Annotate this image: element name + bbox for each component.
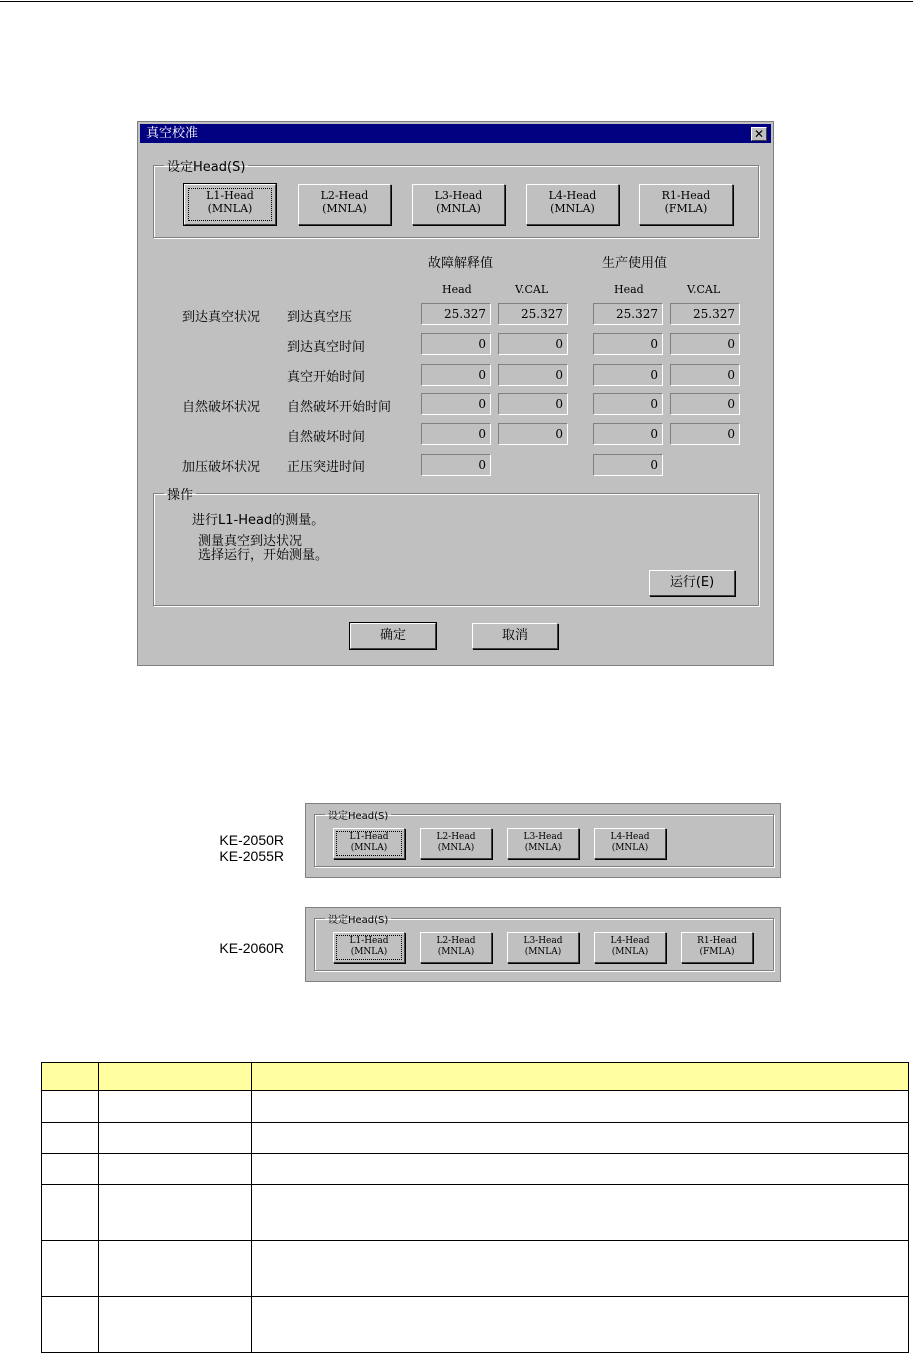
row-label: 到达真空时间 <box>287 340 366 355</box>
row-label: 自然破坏时间 <box>287 430 366 445</box>
field-fault-head: 0 <box>421 333 491 355</box>
field-prod-vcal: 25.327 <box>670 303 740 325</box>
table-cell <box>252 1123 909 1154</box>
operation-message: 进行L1-Head的测量。 <box>192 513 325 528</box>
table-cell <box>252 1185 909 1241</box>
head-button-r1-line1: R1-Head <box>661 189 711 202</box>
panel2-head-button-l3[interactable] <box>507 932 579 963</box>
head-button-l3-line2: (MNLA) <box>436 202 481 215</box>
table-cell <box>99 1185 252 1241</box>
btn-line1: L3-Head <box>523 832 563 842</box>
field-fault-vcal: 0 <box>498 393 568 415</box>
btn-line1: L4-Head <box>610 936 650 946</box>
dialog-title: 真空校准 <box>146 126 199 141</box>
btn-line2: (MNLA) <box>437 947 475 957</box>
panel1-head-button-l2[interactable] <box>420 828 492 859</box>
close-icon[interactable]: ✕ <box>751 127 767 141</box>
table-cell <box>252 1091 909 1123</box>
table-header-row <box>42 1063 909 1091</box>
table-cell <box>99 1297 252 1353</box>
field-prod-vcal: 0 <box>670 333 740 355</box>
panel2-group-label: 设定Head(S) <box>328 915 389 926</box>
btn-line2: (MNLA) <box>350 843 388 853</box>
table-cell <box>99 1241 252 1297</box>
col-prod-vcal: V.CAL <box>687 283 721 296</box>
panel2-head-button-r1[interactable] <box>681 932 753 963</box>
head-button-l3[interactable] <box>412 184 505 225</box>
operation-instruction-1: 测量真空到达状况 <box>198 534 303 549</box>
field-fault-head: 0 <box>421 393 491 415</box>
table-cell <box>99 1091 252 1123</box>
head-button-l2-line1: L2-Head <box>320 189 369 202</box>
table-cell <box>99 1154 252 1185</box>
btn-line1: R1-Head <box>697 936 737 946</box>
table-row <box>42 1297 909 1353</box>
head-button-l4-line2: (MNLA) <box>550 202 595 215</box>
field-fault-vcal: 0 <box>498 364 568 386</box>
page-top-rule <box>0 1 913 2</box>
btn-line2: (MNLA) <box>437 843 475 853</box>
dialog-title-bar <box>140 124 771 143</box>
btn-line1: L3-Head <box>523 936 563 946</box>
btn-line1: L1-Head <box>349 832 389 842</box>
panel2-head-button-l4[interactable] <box>594 932 666 963</box>
row-label: 自然破坏开始时间 <box>287 400 392 415</box>
description-table <box>41 1062 909 1353</box>
field-fault-head: 25.327 <box>421 303 491 325</box>
table-cell <box>252 1154 909 1185</box>
table-cell <box>42 1123 99 1154</box>
group-label-natural: 自然破坏状况 <box>182 400 261 415</box>
vacuum-calibration-dialog <box>137 121 774 666</box>
table-row <box>42 1241 909 1297</box>
head-button-l4[interactable] <box>526 184 619 225</box>
operation-instruction-2: 选择运行，开始测量。 <box>198 548 329 563</box>
section-production-label: 生产使用值 <box>602 256 668 271</box>
btn-line2: (MNLA) <box>611 843 649 853</box>
field-fault-head: 0 <box>421 454 491 476</box>
field-prod-head: 0 <box>593 333 663 355</box>
field-prod-head: 0 <box>593 364 663 386</box>
panel-2060r <box>305 907 781 982</box>
table-cell <box>99 1123 252 1154</box>
cancel-button[interactable]: 取消 <box>472 623 558 649</box>
panel1-group-label: 设定Head(S) <box>328 811 389 822</box>
head-select-group-label: 设定Head(S) <box>167 160 246 175</box>
btn-line2: (FMLA) <box>699 947 735 957</box>
field-prod-head: 0 <box>593 454 663 476</box>
table-cell <box>42 1297 99 1353</box>
btn-line1: L2-Head <box>436 832 476 842</box>
table-cell <box>99 1063 252 1091</box>
table-cell <box>252 1297 909 1353</box>
group-label-reach: 到达真空状况 <box>182 310 261 325</box>
col-prod-head: Head <box>614 283 644 296</box>
table-row <box>42 1185 909 1241</box>
head-button-l1[interactable] <box>184 184 276 225</box>
table-row <box>42 1091 909 1123</box>
panel2-head-button-l1[interactable] <box>333 932 405 963</box>
field-prod-vcal: 0 <box>670 364 740 386</box>
table-row <box>42 1123 909 1154</box>
panel-2050r <box>305 803 781 878</box>
table-cell <box>42 1241 99 1297</box>
panel1-model-2: KE-2055R <box>219 848 284 864</box>
field-fault-head: 0 <box>421 423 491 445</box>
table-cell <box>42 1063 99 1091</box>
row-label: 到达真空压 <box>287 310 353 325</box>
table-row <box>42 1154 909 1185</box>
col-fault-head: Head <box>442 283 472 296</box>
panel1-head-button-l3[interactable] <box>507 828 579 859</box>
panel2-model-1: KE-2060R <box>219 940 284 956</box>
field-fault-head: 0 <box>421 364 491 386</box>
panel2-head-button-l2[interactable] <box>420 932 492 963</box>
field-fault-vcal: 0 <box>498 423 568 445</box>
operation-group-label: 操作 <box>167 488 194 503</box>
panel1-head-button-l1[interactable] <box>333 828 405 859</box>
field-prod-head: 0 <box>593 423 663 445</box>
head-button-r1[interactable] <box>639 184 733 225</box>
head-button-l3-line1: L3-Head <box>434 189 483 202</box>
run-button[interactable]: 运行(E) <box>649 570 735 596</box>
btn-line1: L2-Head <box>436 936 476 946</box>
table-cell <box>42 1091 99 1123</box>
group-label-pressure: 加压破坏状况 <box>182 460 261 475</box>
row-label: 正压突进时间 <box>287 460 366 475</box>
field-prod-vcal: 0 <box>670 393 740 415</box>
head-button-r1-line2: (FMLA) <box>664 202 708 215</box>
table-cell <box>42 1154 99 1185</box>
section-fault-label: 故障解释值 <box>428 256 494 271</box>
head-button-l1-line1: L1-Head <box>206 189 254 202</box>
field-fault-vcal: 25.327 <box>498 303 568 325</box>
head-button-l2-line2: (MNLA) <box>322 202 367 215</box>
btn-line2: (MNLA) <box>524 843 562 853</box>
col-fault-vcal: V.CAL <box>515 283 549 296</box>
panel1-model-1: KE-2050R <box>219 832 284 848</box>
table-cell <box>42 1185 99 1241</box>
field-prod-vcal: 0 <box>670 423 740 445</box>
btn-line2: (MNLA) <box>350 947 388 957</box>
field-prod-head: 0 <box>593 393 663 415</box>
table-cell <box>252 1241 909 1297</box>
field-prod-head: 25.327 <box>593 303 663 325</box>
field-fault-vcal: 0 <box>498 333 568 355</box>
panel1-head-button-l4[interactable] <box>594 828 666 859</box>
btn-line2: (MNLA) <box>524 947 562 957</box>
table-cell <box>252 1063 909 1091</box>
btn-line2: (MNLA) <box>611 947 649 957</box>
btn-line1: L4-Head <box>610 832 650 842</box>
head-button-l4-line1: L4-Head <box>548 189 597 202</box>
btn-line1: L1-Head <box>349 936 389 946</box>
head-button-l2[interactable] <box>298 184 391 225</box>
ok-button[interactable]: 确定 <box>350 623 436 649</box>
head-button-l1-line2: (MNLA) <box>207 202 253 215</box>
row-label: 真空开始时间 <box>287 370 366 385</box>
